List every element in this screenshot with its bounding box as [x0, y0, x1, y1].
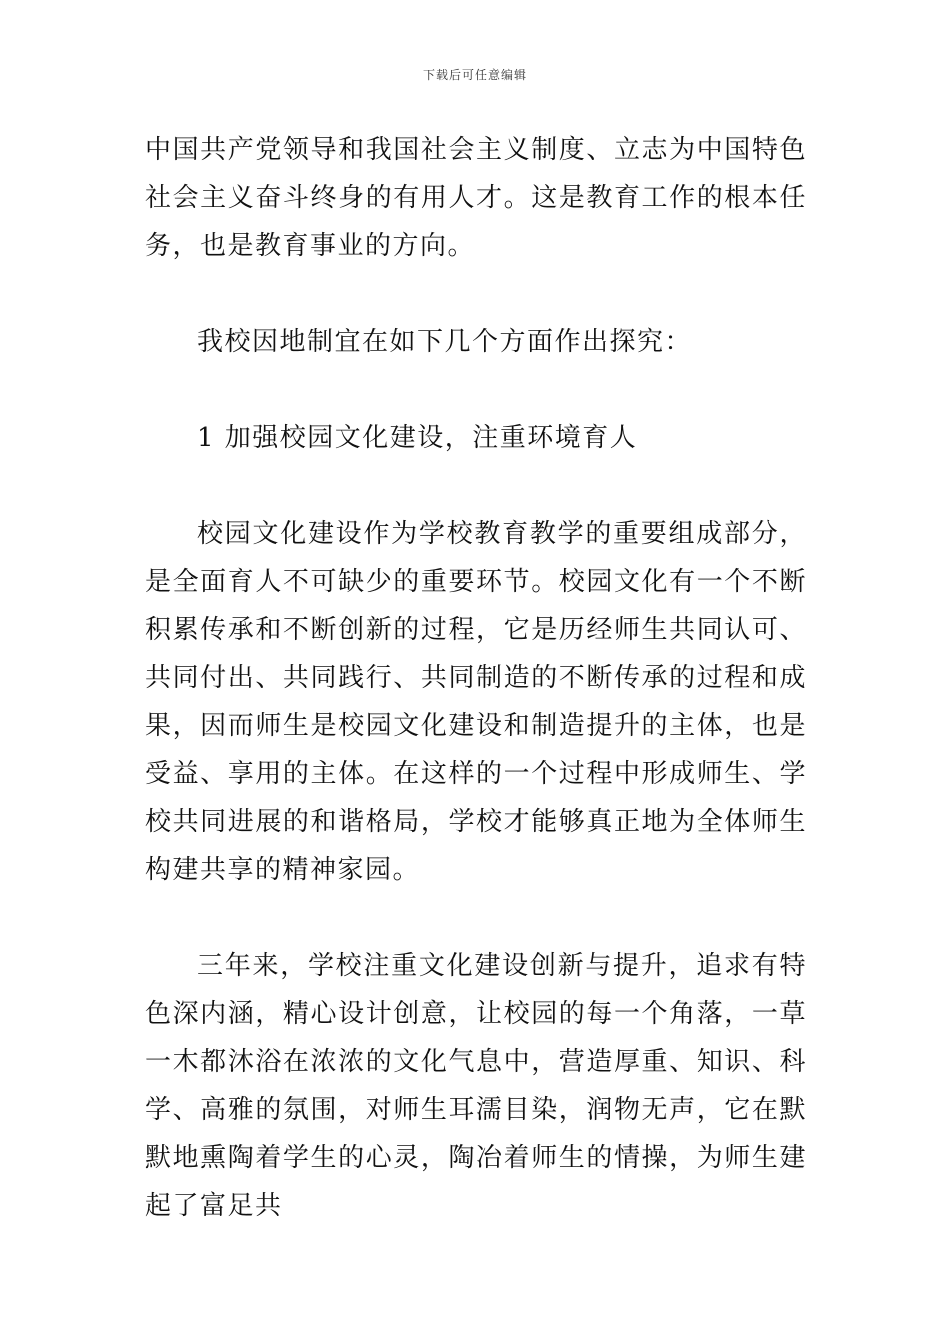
paragraph-intro: 我校因地制宜在如下几个方面作出探究： — [197, 327, 693, 357]
paragraph-continuation: 中国共产党领导和我国社会主义制度、立志为中国特色社会主义奋斗终身的有用人才。这是教育工作的根本任务，也是教育事业的方向。 — [145, 135, 807, 261]
section-heading: 1 加强校园文化建设，注重环境育人 — [197, 423, 638, 453]
paragraph-gap — [145, 270, 807, 318]
paragraph-three-years: 三年来，学校注重文化建设创新与提升，追求有特色深内涵，精心设计创意，让校园的每一个角落，一草一木都沐浴在浓浓的文化气息中，营造厚重、知识、科学、高雅的氛围，对师生耳濡目染，润物无声，它在默默地熏陶着学生的心灵，陶冶着师生的情操，为师生建起了富足共 — [145, 951, 807, 1221]
document-body — [145, 126, 807, 1230]
paragraph-campus-culture: 校园文化建设作为学校教育教学的重要组成部分，是全面育人不可缺少的重要环节。校园文化有一个不断积累传承和不断创新的过程，它是历经师生共同认可、共同付出、共同践行、共同制造的不断传承的过程和成果，因而师生是校园文化建设和制造提升的主体，也是受益、享用的主体。在这样的一个过程中形成师生、学校共同进展的和谐格局，学校才能够真正地为全体师生构建共享的精神家园。 — [145, 519, 807, 885]
paragraph-gap — [145, 894, 807, 942]
page-header-note: 下载后可任意编辑 — [422, 68, 527, 82]
paragraph-gap — [145, 462, 807, 510]
paragraph-gap — [145, 366, 807, 414]
